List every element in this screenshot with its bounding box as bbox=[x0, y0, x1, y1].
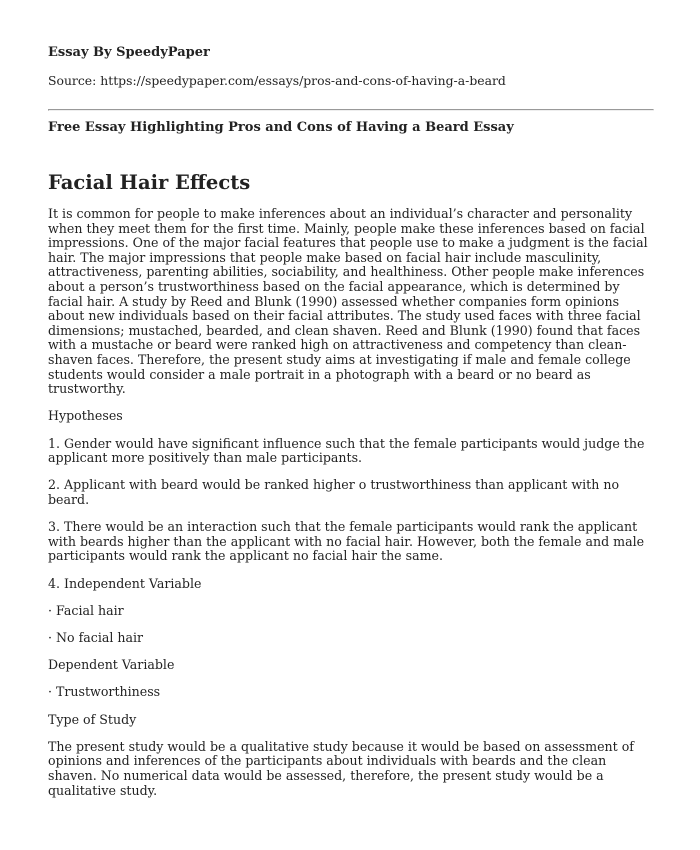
essay-body bbox=[48, 207, 654, 811]
header-divider bbox=[48, 109, 654, 111]
intro-paragraph: It is common for people to make inferences about an individual’s character and personality when they meet them for the first time. Mainly, people make these inferences based on facial impressions. One of the major facial features that people use to make a judgment is the facial hair. The major impressions that people make based on facial hair include masculinity, attractiveness, parenting abilities, sociability, and healthiness. Other people make inferences about a person’s trustworthiness based on the facial appearance, which is determined by facial hair. A study by Reed and Blunk (1990) assessed whether companies form opinions about new individuals based on their facial attributes. The study used faces with three facial dimensions; mustached, bearded, and clean shaven. Reed and Blunk (1990) found that faces with a mustache or beard were ranked high on attractiveness and competency than clean-shaven faces. Therefore, the present study aims at investigating if male and female college students would consider a male portrait in a photograph with a beard or no beard as trustworthy. bbox=[48, 206, 648, 397]
study-type-paragraph: The present study would be a qualitative study because it would be based on assessment of opinions and inferences of the participants about individuals with beards and the clean shaven. No numerical data would be assessed, therefore, the present study would be a qualitative study. bbox=[48, 738, 634, 798]
bullet-facial-hair: · Facial hair bbox=[48, 602, 124, 618]
independent-variable-label: 4. Independent Variable bbox=[48, 575, 202, 591]
source-line: Source: https://speedypaper.com/essays/pros-and-cons-of-having-a-beard bbox=[48, 73, 506, 88]
brand-title: Essay By SpeedyPaper bbox=[48, 45, 210, 60]
hypotheses-label: Hypotheses bbox=[48, 408, 123, 424]
hypothesis-2: 2. Applicant with beard would be ranked higher o trustworthiness than applicant with no beard. bbox=[48, 477, 620, 508]
bullet-no-facial-hair: · No facial hair bbox=[48, 630, 144, 646]
essay-subtitle: Free Essay Highlighting Pros and Cons of Having a Beard Essay bbox=[48, 120, 514, 135]
bullet-trustworthiness: · Trustworthiness bbox=[48, 684, 161, 700]
hypothesis-1: 1. Gender would have significant influence such that the female participants would judge the applicant more positively than male participants. bbox=[48, 435, 645, 466]
section-heading: Facial Hair Effects bbox=[48, 171, 251, 194]
type-of-study-label: Type of Study bbox=[48, 711, 137, 727]
dependent-variable-label: Dependent Variable bbox=[48, 657, 175, 673]
hypothesis-3: 3. There would be an interaction such that the female participants would rank the applicant with beards higher than the applicant with no facial hair. However, both the female and male participants would rank the applicant no facial hair the same. bbox=[48, 519, 645, 564]
